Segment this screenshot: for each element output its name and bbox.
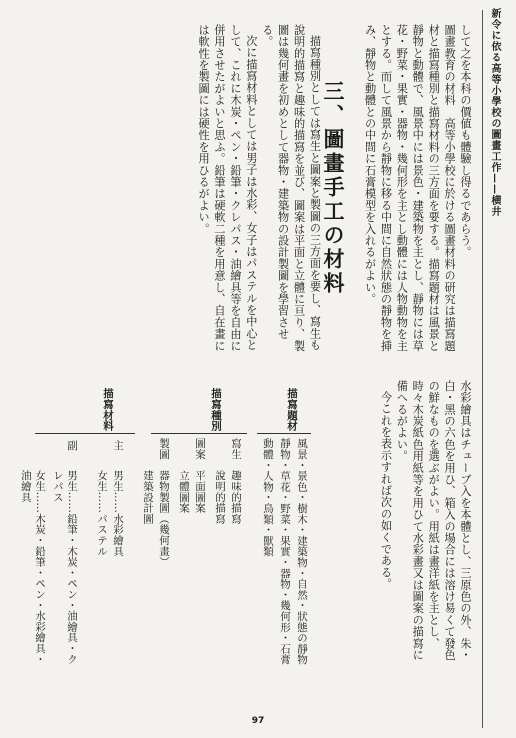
tree-leaf-main-2: 女生……パステル [96,470,108,557]
tree-leaf-design-1: 平面圖案 [194,470,206,514]
tree-bracket [257,433,311,434]
paragraph-watercolor: 水彩繪具はチューブ入を本體とし、三原色の外、朱・白・黑の六色を用ひ、箱入の場合には溶け易くて發色の鮮なものを選ぶがよい。用紙は畫洋紙を主とし、時々木炭紙色用紙等を用ひて水彩畫又は圖案の描寫に備へるがよい。 [395,380,472,661]
tree-leaf-main-1: 男生……水彩繪具 [112,470,124,557]
tree-leaf-sketch-1: 趣味的描寫 [230,470,242,524]
tree-leaf-sketch-2: 說明的描寫 [214,470,226,524]
tree-leaf-sub-1: 男生……鉛筆・木炭・ペン・油繪具・クレパス [51,470,78,665]
tree-leaf-sub-2: 女生……木炭・鉛筆・ペン・水彩繪具・油繪具 [19,470,46,665]
tree-branch-sketch: 寫生 [230,438,242,460]
section-heading: 三、圖畫手工の材料 [321,80,346,296]
tree-root-type: 描寫種別 [210,388,222,432]
tree-root-subject: 描寫題材 [286,388,298,432]
paragraph-tools: 次に描寫材料としては男子は水彩、女子はパステルを中心として、これに木炭・ペン・鉛筆・クレパス・油繪具等を自由に併用させたがよいと思ふ。鉛筆は硬軟二種を用意し、自在畫には軟性を製圖には硬性を用ひるがよい。 [197,24,258,352]
tree-leaf-design-2: 立體圖案 [178,470,190,514]
tree-branch-design: 圖案 [194,438,206,460]
tree-leaf-stilllife: 靜物・草花・野菜・果實・器物・幾何形・石膏 [279,438,291,665]
tree-leaf-drafting-1: 器物製圖（幾何畫） [158,470,170,568]
tree-bracket [35,433,135,434]
running-header: 新令に依る高等小學校の圖畫工作——横井 [489,8,500,217]
tree-leaf-moving: 動體・人物・鳥類・獸類 [262,438,274,557]
page-number: 97 [251,716,265,726]
tree-branch-drafting: 製圖 [158,438,170,460]
header-rule [482,10,483,728]
upper-text-block [41,24,473,361]
paragraph-types: 描寫種別としては寫生と圖案と製圖の三方面を要し、寫生も說明的描寫と趣味的描寫を並び、圖案は平面と立體に亘り、製圖は幾何畫を初めとして器物・建築物の設計製圖を學習させる。 [260,24,322,352]
classification-diagram [16,378,308,678]
tree-root-material: 描寫材料 [102,388,114,432]
tree-leaf-landscape: 風景・景色・樹木・建築物・自然・狀態の靜物 [296,438,308,665]
paragraph-continuation: して之を本科の價値も體驗し得るであらう。 [459,24,472,258]
paragraph-table-intro: 今これを表示すれば次の如くである。 [379,391,393,591]
tree-branch-sub: 副 [66,440,78,451]
tree-branch-main: 主 [112,440,124,451]
tree-leaf-drafting-2: 建築設計圖 [142,470,154,524]
tree-bracket [151,433,247,434]
paragraph-materials: 圖畫教育の材料 高等小學校に於ける圖畫材料の研究は描寫題材と描寫種別と描寫材料の三方面を要する。描寫題材は風景と靜物と動體で、風景中には景色・建築物を主とし、靜物には草花・野菜・果實・器物・幾何形を主とし動體には人物動物を主とする。而して風景から靜物に移る中間に自然狀態の靜物を挿み、靜物と動體との中間に石膏模型を入れるがよい。 [363,24,457,352]
lower-text-block [283,380,473,670]
